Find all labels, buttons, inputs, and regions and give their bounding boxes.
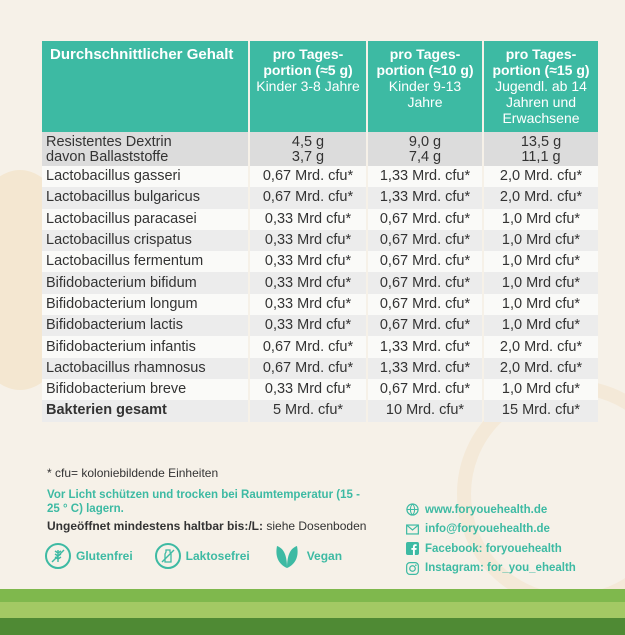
bacteria-value: 0,67 Mrd. cfu* — [368, 315, 482, 336]
bacteria-value: 0,67 Mrd. cfu* — [368, 294, 482, 315]
fiber-row — [42, 132, 598, 166]
nutrition-table — [40, 41, 600, 422]
gluten-free-badge — [45, 543, 133, 569]
bacteria-value: 1,0 Mrd cfu* — [484, 294, 598, 315]
bacteria-name: Bifidobacterium bifidum — [42, 272, 248, 293]
shelf-life — [47, 519, 366, 533]
bacteria-value: 0,67 Mrd. cfu* — [368, 379, 482, 400]
header-children-small — [250, 41, 366, 132]
bacteria-name: Bifidobacterium breve — [42, 379, 248, 400]
bacteria-name: Lactobacillus paracasei — [42, 209, 248, 230]
fiber-value: 3,7 g — [291, 149, 325, 165]
bacteria-value: 0,67 Mrd. cfu* — [368, 251, 482, 272]
bacteria-value: 1,33 Mrd. cfu* — [368, 358, 482, 379]
storage-note: Vor Licht schützen und trocken bei Raumtemperatur (15 - 25 ° C) lagern. — [47, 489, 360, 515]
instagram-icon — [405, 561, 419, 575]
bacteria-name: Bifidobacterium infantis — [42, 336, 248, 357]
table-row — [42, 272, 598, 293]
fiber-value: 7,4 g — [408, 149, 442, 165]
contact-web[interactable] — [405, 500, 576, 520]
footer-strip — [0, 602, 625, 618]
leaf-icon — [272, 542, 302, 570]
fiber-col3 — [484, 132, 598, 166]
total-row — [42, 400, 598, 421]
fiber-name: Resistentes Dextrin — [46, 134, 172, 150]
bacteria-value: 0,67 Mrd. cfu* — [368, 230, 482, 251]
bacteria-value: 0,33 Mrd cfu* — [250, 209, 366, 230]
table-header-row — [42, 41, 598, 132]
header-title: pro Tages-portion (≈10 g) — [376, 46, 474, 78]
bacteria-value: 1,0 Mrd cfu* — [484, 209, 598, 230]
fiber-name: davon Ballaststoffe — [46, 149, 169, 165]
mail-icon — [405, 522, 419, 536]
bacteria-name: Bifidobacterium lactis — [42, 315, 248, 336]
bacteria-value: 0,67 Mrd. cfu* — [250, 336, 366, 357]
header-sub: Kinder 3-8 Jahre — [256, 78, 360, 94]
bacteria-name: Bifidobacterium longum — [42, 294, 248, 315]
bacteria-value: 2,0 Mrd. cfu* — [484, 358, 598, 379]
header-title: Durchschnittlicher Gehalt — [50, 46, 234, 63]
footer-strip — [0, 618, 625, 635]
bacteria-value: 1,0 Mrd cfu* — [484, 315, 598, 336]
total-value: 15 Mrd. cfu* — [484, 400, 598, 421]
bacteria-value: 2,0 Mrd. cfu* — [484, 166, 598, 187]
bacteria-value: 0,67 Mrd. cfu* — [250, 166, 366, 187]
bacteria-value: 1,0 Mrd cfu* — [484, 272, 598, 293]
nutrition-panel — [42, 41, 600, 422]
header-sub: Kinder 9-13 Jahre — [388, 78, 462, 110]
globe-icon — [405, 503, 419, 517]
table-row — [42, 251, 598, 272]
footer-strip — [0, 589, 625, 602]
contact-email[interactable] — [405, 520, 576, 540]
badges — [45, 542, 364, 570]
bacteria-value: 1,33 Mrd. cfu* — [368, 336, 482, 357]
fiber-names — [42, 132, 248, 166]
bacteria-value: 0,33 Mrd cfu* — [250, 294, 366, 315]
bacteria-value: 0,67 Mrd. cfu* — [250, 187, 366, 208]
bacteria-value: 0,33 Mrd cfu* — [250, 315, 366, 336]
total-value: 10 Mrd. cfu* — [368, 400, 482, 421]
header-children-large — [368, 41, 482, 132]
table-row — [42, 336, 598, 357]
shelf-life-value: siehe Dosenboden — [263, 519, 367, 533]
total-label: Bakterien gesamt — [42, 400, 248, 421]
fiber-value: 13,5 g — [520, 134, 562, 150]
header-content — [42, 41, 248, 132]
contact-instagram[interactable] — [405, 559, 576, 579]
fiber-value: 9,0 g — [408, 134, 442, 150]
fiber-col1 — [250, 132, 366, 166]
bacteria-value: 0,33 Mrd cfu* — [250, 379, 366, 400]
table-row — [42, 294, 598, 315]
fiber-value: 4,5 g — [291, 134, 325, 150]
footnote: * cfu= koloniebildende Einheiten — [47, 466, 219, 480]
bacteria-value: 0,67 Mrd. cfu* — [368, 272, 482, 293]
table-row — [42, 230, 598, 251]
badge-label: Glutenfrei — [76, 549, 133, 563]
fiber-col2 — [368, 132, 482, 166]
total-value: 5 Mrd. cfu* — [250, 400, 366, 421]
bacteria-name: Lactobacillus gasseri — [42, 166, 248, 187]
bacteria-value: 1,0 Mrd cfu* — [484, 251, 598, 272]
bacteria-value: 2,0 Mrd. cfu* — [484, 336, 598, 357]
lactose-free-badge — [155, 543, 250, 569]
bacteria-value: 0,67 Mrd. cfu* — [368, 209, 482, 230]
milk-icon — [155, 543, 181, 569]
bacteria-value: 1,33 Mrd. cfu* — [368, 187, 482, 208]
table-row — [42, 379, 598, 400]
bacteria-value: 0,33 Mrd cfu* — [250, 230, 366, 251]
table-row — [42, 166, 598, 187]
fiber-value: 11,1 g — [521, 149, 561, 165]
bacteria-value: 1,0 Mrd cfu* — [484, 230, 598, 251]
shelf-life-label: Ungeöffnet mindestens haltbar bis:/L: — [47, 519, 264, 533]
table-row — [42, 358, 598, 379]
wheat-icon — [45, 543, 71, 569]
contact-facebook[interactable] — [405, 539, 576, 559]
facebook-icon — [405, 542, 419, 556]
bacteria-name: Lactobacillus rhamnosus — [42, 358, 248, 379]
contact-list — [405, 500, 576, 578]
header-title: pro Tages-portion (≈5 g) — [263, 46, 353, 78]
vegan-badge — [272, 542, 342, 570]
table-row — [42, 315, 598, 336]
header-title: pro Tages-portion (≈15 g) — [492, 46, 590, 78]
bacteria-value: 1,33 Mrd. cfu* — [368, 166, 482, 187]
bacteria-value: 0,33 Mrd cfu* — [250, 272, 366, 293]
bacteria-value: 0,67 Mrd. cfu* — [250, 358, 366, 379]
bacteria-value: 1,0 Mrd cfu* — [484, 379, 598, 400]
contact-text: Facebook: foryouehealth — [425, 542, 562, 555]
bacteria-name: Lactobacillus fermentum — [42, 251, 248, 272]
table-row — [42, 209, 598, 230]
contact-text: info@foryouehealth.de — [425, 523, 550, 536]
badge-label: Vegan — [306, 549, 343, 563]
table-row — [42, 187, 598, 208]
bacteria-value: 2,0 Mrd. cfu* — [484, 187, 598, 208]
bacteria-name: Lactobacillus bulgaricus — [42, 187, 248, 208]
bacteria-name: Lactobacillus crispatus — [42, 230, 248, 251]
badge-label: Laktosefrei — [185, 549, 250, 563]
header-sub: Jugendl. ab 14 Jahren und Erwachsene — [495, 78, 587, 126]
contact-text: www.foryouehealth.de — [425, 503, 548, 516]
contact-text: Instagram: for_you_ehealth — [425, 562, 576, 575]
header-adults — [484, 41, 598, 132]
bacteria-value: 0,33 Mrd cfu* — [250, 251, 366, 272]
